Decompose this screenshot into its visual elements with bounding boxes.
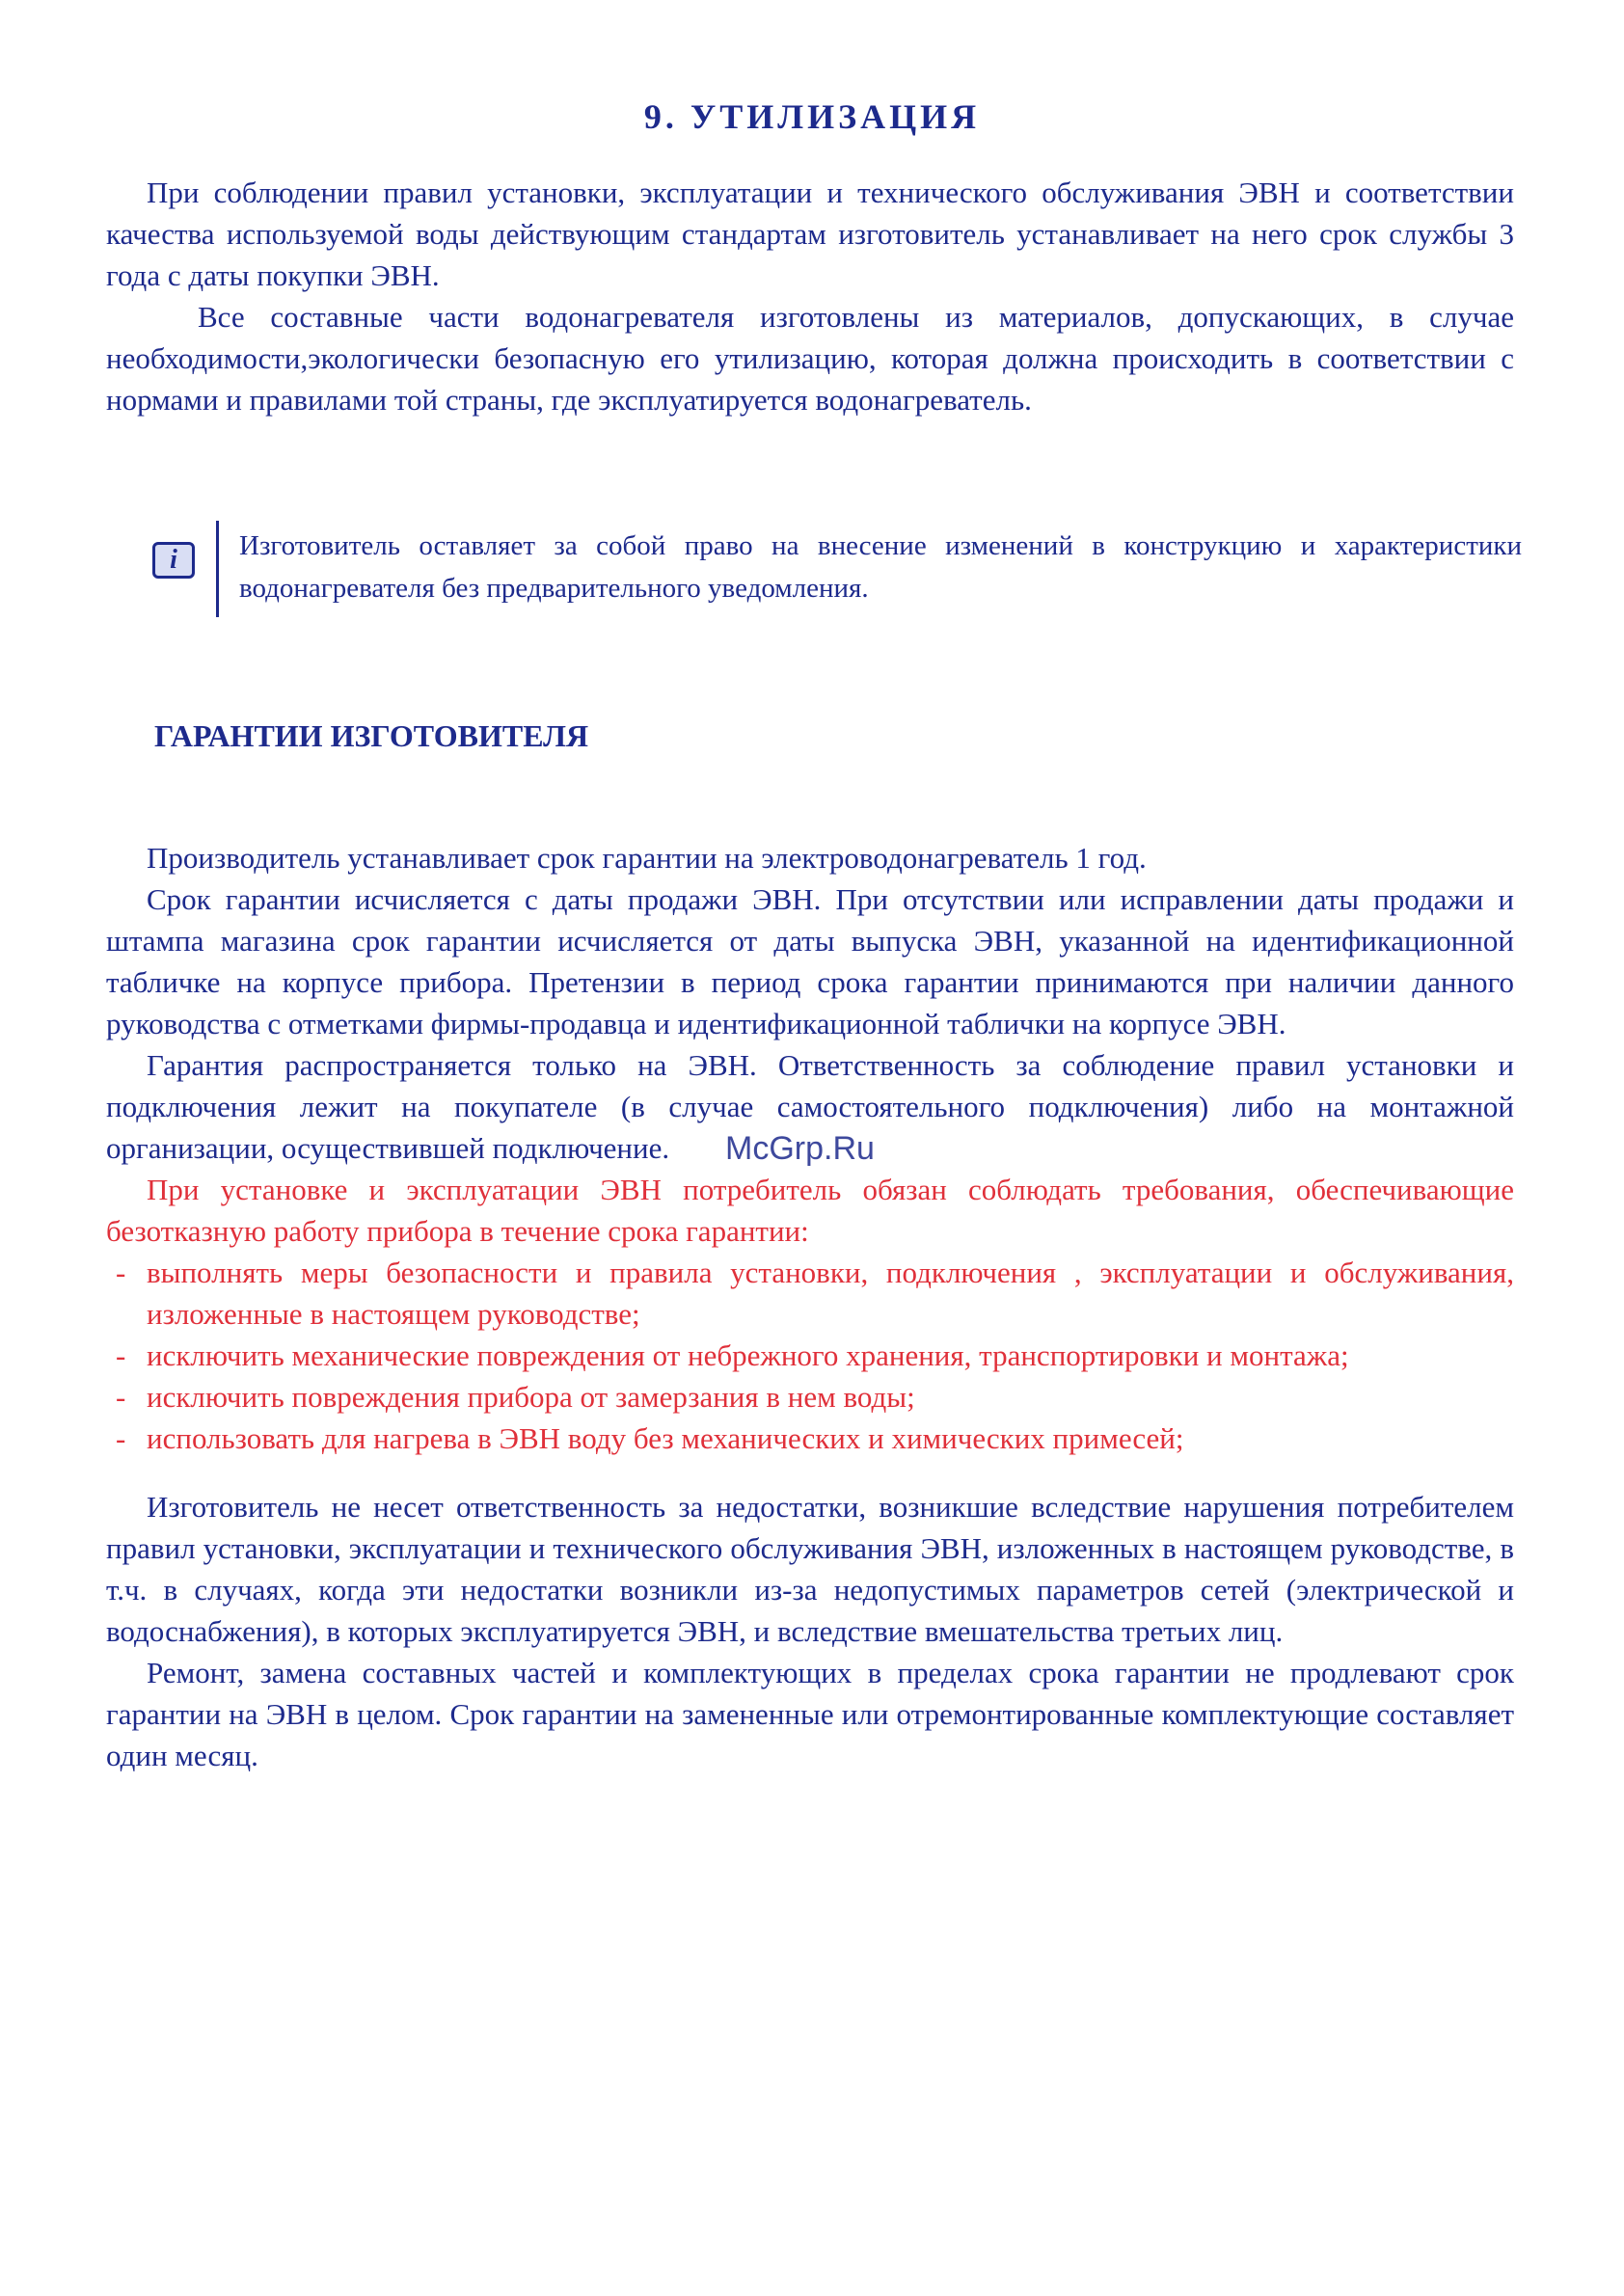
watermark: McGrp.Ru <box>725 1130 875 1167</box>
spacer <box>106 1459 1514 1486</box>
utilization-text <box>106 172 1514 420</box>
utilization-paragraph-1: При соблюдении правил установки, эксплуатации и технического обслуживания ЭВН и соответствии качества используемой воды действующим стандартам изготовитель устанавливает на него срок службы 3 года с даты покупки ЭВН. <box>106 176 1514 292</box>
guarantee-paragraph-1: Производитель устанавливает срок гарантии на электроводонагреватель 1 год. <box>147 841 1147 875</box>
utilization-paragraph-2: Все составные части водонагревателя изготовлены из материалов, допускающих, в случае необходимости,экологически безопасную его утилизацию, которая должна происходить в соответствии с нормами и правилами той страны, где эксплуатируется водонагреватель. <box>106 300 1514 417</box>
guarantee-paragraph-3: Гарантия распространяется только на ЭВН. Ответственность за соблюдение правил установки и подключения лежит на покупателе (в случае самостоятельного подключения) либо на монтажной организации, осуществившей подключение. <box>106 1048 1514 1165</box>
note-text: Изготовитель оставляет за собой право на внесение изменений в конструкцию и характеристики водонагревателя без предварительного уведомления. <box>239 530 1522 604</box>
guarantee-requirements-intro: При установке и эксплуатации ЭВН потребитель обязан соблюдать требования, обеспечивающие безотказную работу прибора в течение срока гарантии: <box>106 1173 1514 1248</box>
guarantee-paragraph-5: Ремонт, замена составных частей и комплектующих в пределах срока гарантии не продлевают срок гарантии на ЭВН в целом. Срок гарантии на замененные или отремонтированные комплектующие составляет один месяц. <box>106 1656 1514 1772</box>
section-title-guarantee: ГАРАНТИИ ИЗГОТОВИТЕЛЯ <box>154 718 589 753</box>
info-icon: i <box>152 542 195 579</box>
info-note <box>152 521 1522 627</box>
guarantee-paragraph-4: Изготовитель не несет ответственность за недостатки, возникшие вследствие нарушения потребителем правил установки, эксплуатации и технического обслуживания ЭВН, изложенных в настоящем руководстве, в т.ч. в случаях, когда эти недостатки возникли из-за недопустимых параметров сетей (электрической и водоснабжения), в которых эксплуатируется ЭВН, и вследствие вмешательства третьих лиц. <box>106 1490 1514 1648</box>
guarantee-paragraph-2: Срок гарантии исчисляется с даты продажи ЭВН. При отсутствии или исправлении даты продажи и штампа магазина срок гарантии исчисляется от даты выпуска ЭВН, указанной на идентификационной табличке на корпусе прибора. Претензии в период срока гарантии принимаются при наличии данного руководства с отметками фирмы-продавца и идентификационной таблички на корпусе ЭВН. <box>106 882 1514 1040</box>
list-item: - исключить повреждения прибора от замерзания в нем воды; <box>106 1376 1514 1418</box>
guarantee-text <box>106 837 1514 1776</box>
list-item: - исключить механические повреждения от небрежного хранения, транспортировки и монтажа; <box>106 1335 1514 1376</box>
list-item: - использовать для нагрева в ЭВН воду без механических и химических примесей; <box>106 1418 1514 1459</box>
guarantee-requirements-list <box>106 1252 1514 1459</box>
list-item: - выполнять меры безопасности и правила установки, подключения , эксплуатации и обслуживания, изложенные в настоящем руководстве; <box>106 1252 1514 1335</box>
note-divider <box>216 521 219 617</box>
section-title-utilization: 9. УТИЛИЗАЦИЯ <box>643 97 981 136</box>
